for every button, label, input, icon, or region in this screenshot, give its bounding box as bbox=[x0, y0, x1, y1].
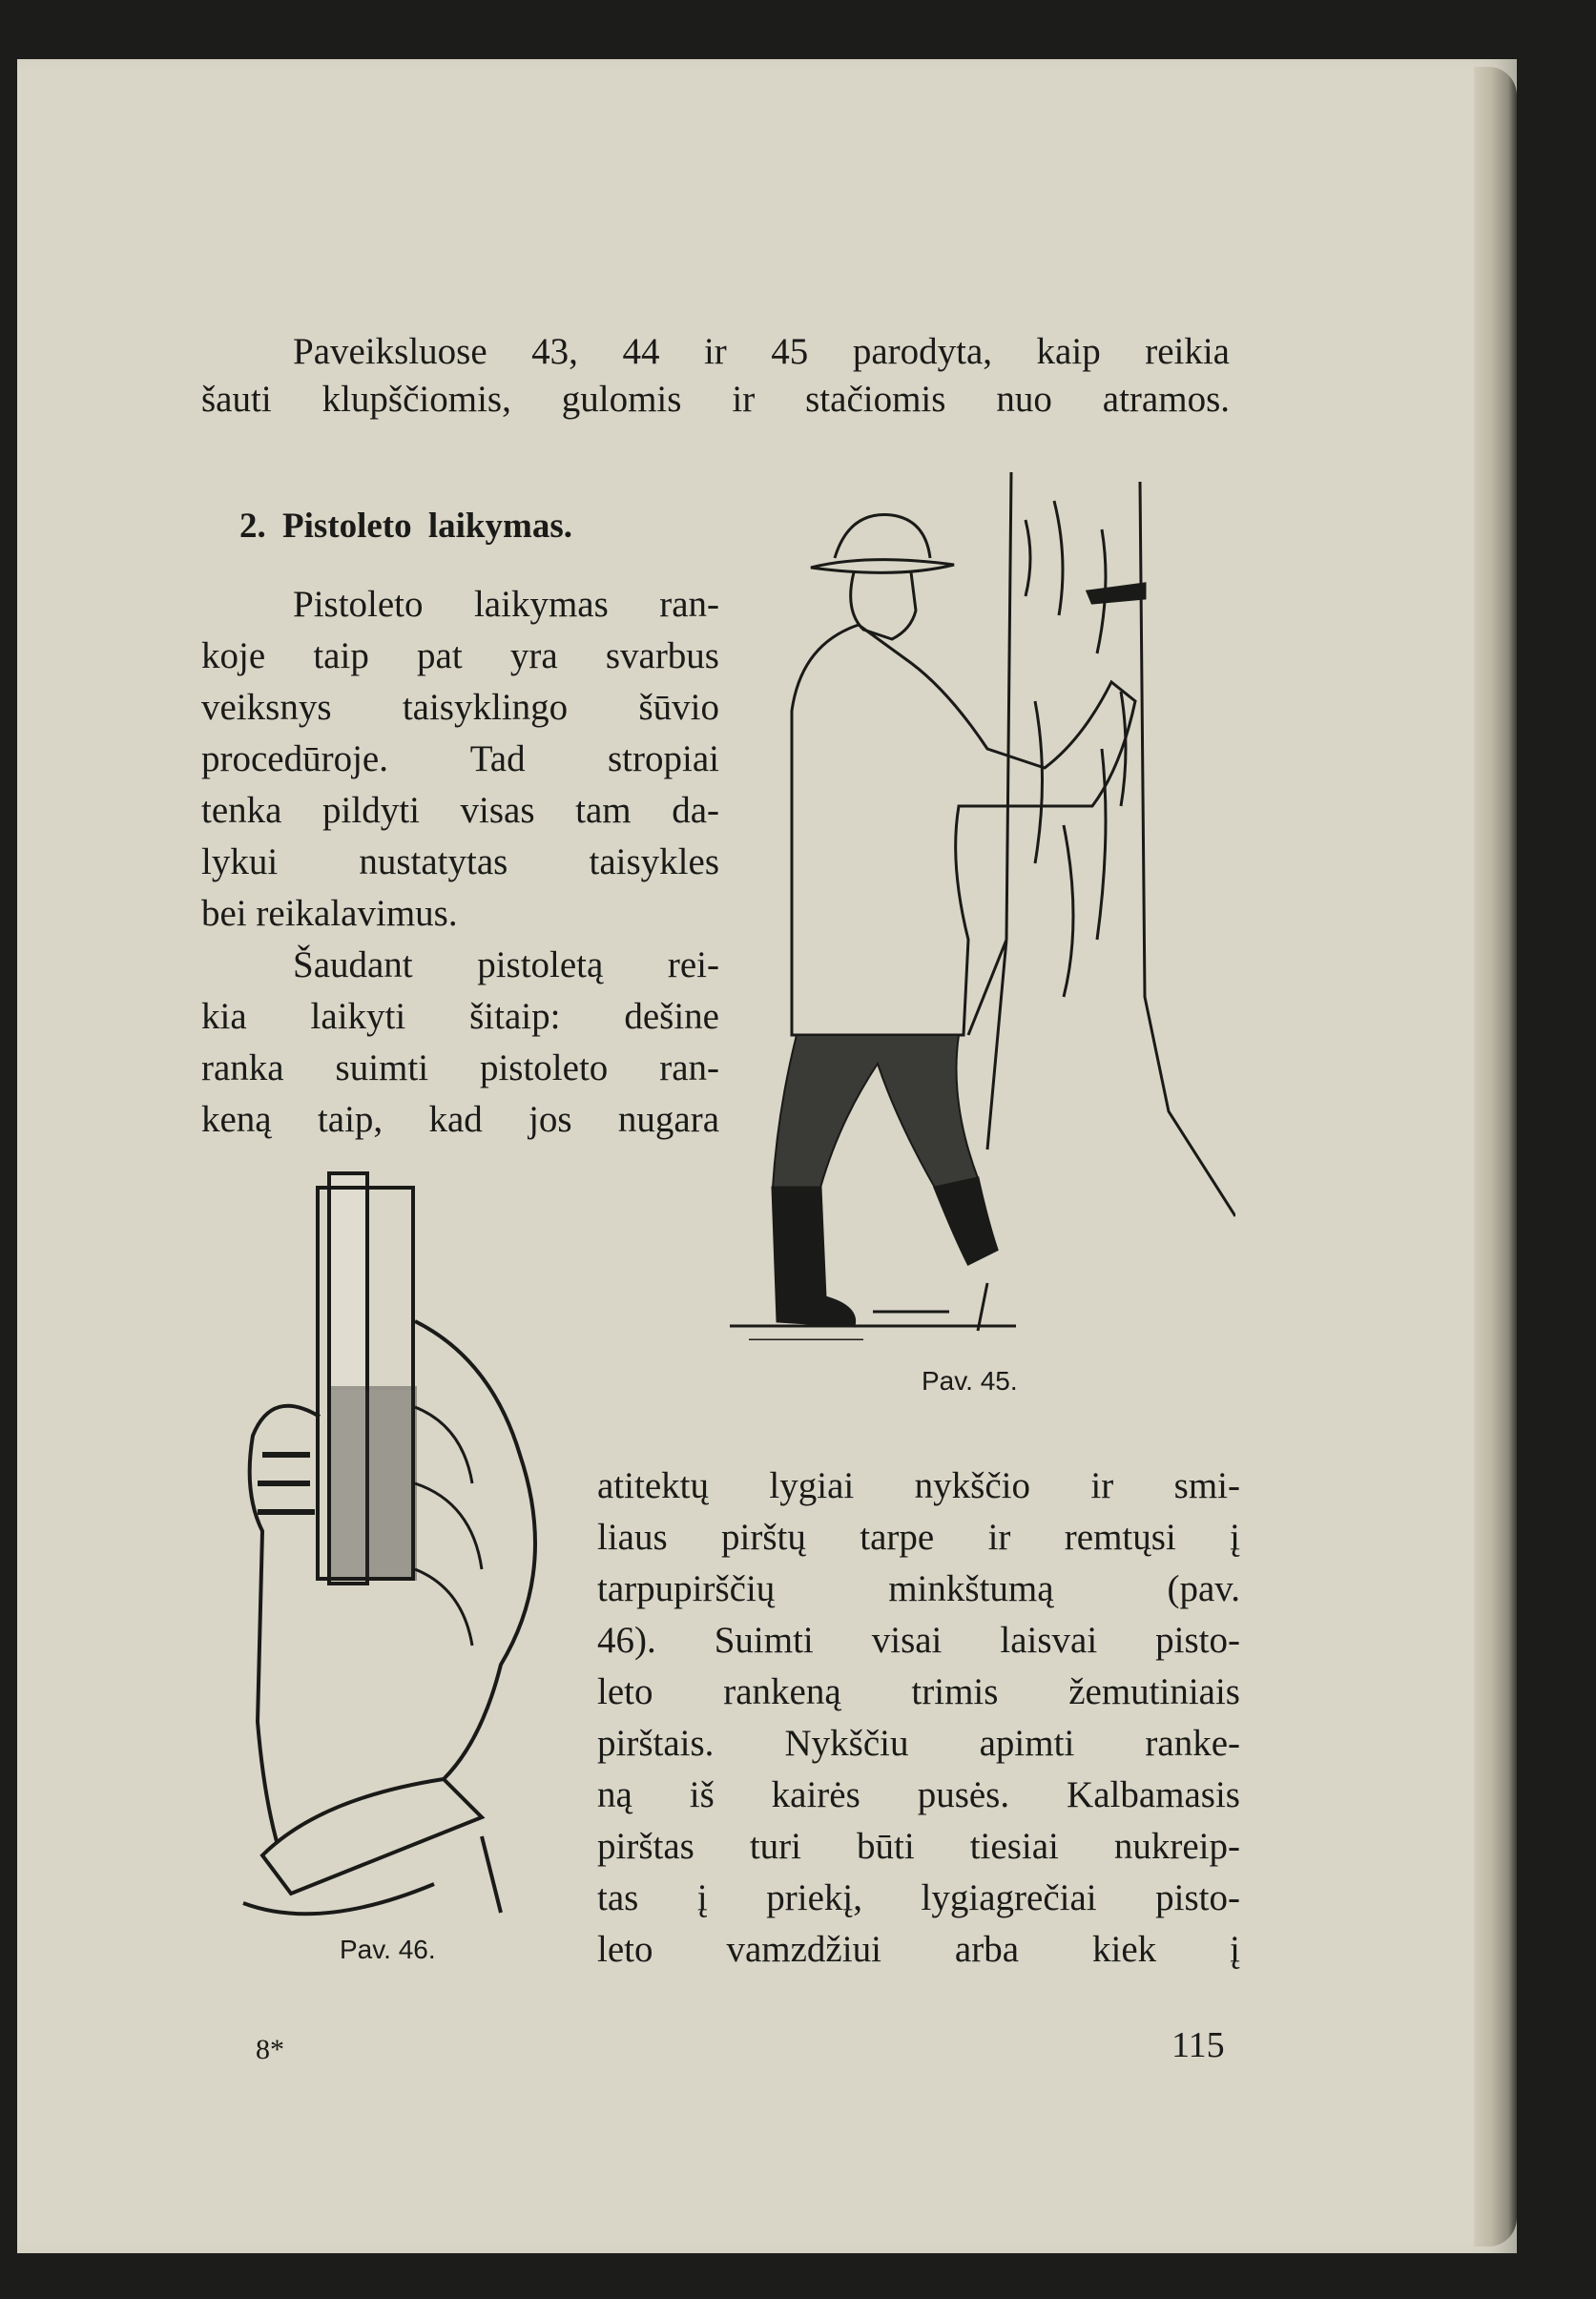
paragraph-line: tas į priekį, lygiagrečiai pisto- bbox=[597, 1877, 1240, 1918]
paragraph-line: tarpupirščių minkštumą (pav. bbox=[597, 1568, 1240, 1609]
paragraph-line: pirštais. Nykščiu apimti ranke- bbox=[597, 1723, 1240, 1764]
paragraph-line: Paveiksluose 43, 44 ir 45 parodyta, kaip reikia bbox=[293, 331, 1230, 372]
page-number: 115 bbox=[1171, 2025, 1225, 2065]
paragraph-line: šauti klupščiomis, gulomis ir stačiomis nuo atramos. bbox=[201, 379, 1230, 420]
paragraph-line: bei reikalavimus. bbox=[201, 893, 458, 934]
figure-46-illustration bbox=[234, 1169, 549, 1932]
figure-45-illustration bbox=[720, 463, 1235, 1340]
paragraph-line: procedūroje. Tad stropiai bbox=[201, 738, 719, 779]
paragraph-line: koje taip pat yra svarbus bbox=[201, 635, 719, 676]
paragraph-line: keną taip, kad jos nugara bbox=[201, 1099, 719, 1140]
paragraph-line: Šaudant pistoletą rei- bbox=[293, 944, 719, 985]
paragraph-line: pirštas turi būti tiesiai nukreip- bbox=[597, 1826, 1240, 1867]
paragraph-line: ną iš kairės pusės. Kalbamasis bbox=[597, 1774, 1240, 1815]
paragraph-line: ranka suimti pistoleto ran- bbox=[201, 1047, 719, 1088]
paragraph-line: veiksnys taisyklingo šūvio bbox=[201, 687, 719, 728]
figure-45-caption: Pav. 45. bbox=[922, 1366, 1018, 1396]
paragraph-line: kia laikyti šitaip: dešine bbox=[201, 996, 719, 1037]
paragraph-line: liaus pirštų tarpe ir remtųsi į bbox=[597, 1517, 1240, 1558]
section-heading: 2. Pistoleto laikymas. bbox=[239, 507, 572, 546]
paragraph-line: atitektų lygiai nykščio ir smi- bbox=[597, 1465, 1240, 1506]
paragraph-line: tenka pildyti visas tam da- bbox=[201, 790, 719, 831]
paragraph-line: Pistoleto laikymas ran- bbox=[293, 584, 719, 625]
signature-mark: 8* bbox=[256, 2034, 284, 2065]
paragraph-line: 46). Suimti visai laisvai pisto- bbox=[597, 1620, 1240, 1661]
paragraph-line: leto vamzdžiui arba kiek į bbox=[597, 1929, 1240, 1970]
paragraph-line: lykui nustatytas taisykles bbox=[201, 841, 719, 882]
figure-46-caption: Pav. 46. bbox=[340, 1935, 436, 1964]
paragraph-line: leto rankeną trimis žemutiniais bbox=[597, 1671, 1240, 1712]
page-edge bbox=[1474, 67, 1517, 2247]
